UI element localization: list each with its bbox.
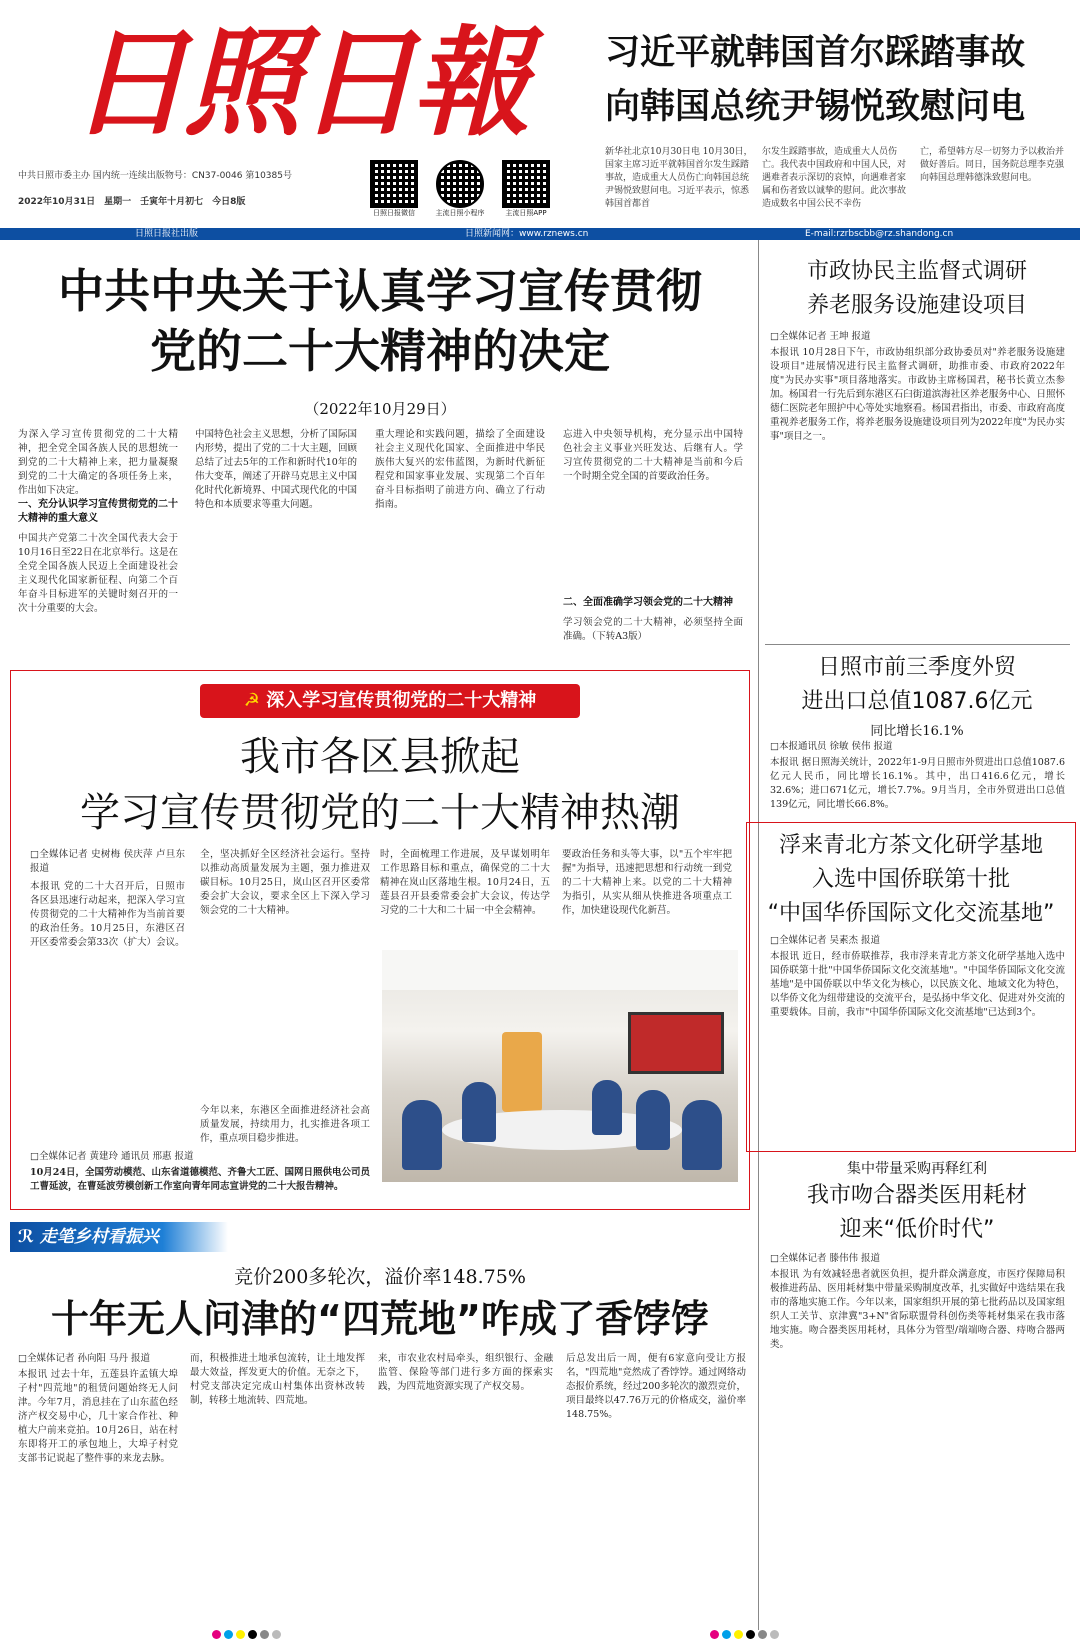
lead-story-text: 为深入学习宣传贯彻党的二十大精神，把全党全国各族人民的思想统一到党的二十大精神上来，把力量凝聚到党的二十大确定的各项任务上来，作出如下决定。 xyxy=(18,429,178,496)
color-dot xyxy=(710,1630,719,1639)
lead-story-text: 中国共产党第二十次全国代表大会于10月16日至22日在北京举行。这是在全党全国各族人民迈上全面建设社会主义现代化国家新征程、向第二个百年奋斗目标进军的关键时刻召开的一次十分重要的大会。 xyxy=(18,533,178,614)
qr-label: 主流日照小程序 xyxy=(435,209,485,217)
qr-code-icon xyxy=(370,160,418,208)
right-story2-subtitle: 同比增长16.1% xyxy=(870,724,964,739)
feature-byline: □全媒体记者 史树梅 侯庆萍 卢旦东 报道 xyxy=(30,849,185,874)
photo-byline: □全媒体记者 黄建玲 通讯员 邢惠 报道 xyxy=(30,1151,194,1162)
lead-story-text: 学习领会党的二十大精神，必须坚持全面准确。（下转A3版） xyxy=(563,617,743,642)
qr-code-icon xyxy=(502,160,550,208)
masthead-info-line: 中共日照市委主办 国内统一连续出版物号：CN37-0046 第10385号 xyxy=(18,171,292,181)
right-story2-title-line2[interactable]: 进出口总值1087.6亿元 xyxy=(801,689,1033,714)
lead-story-column-3: 重大理论和实践问题，描绘了全面建设社会主义现代化国家、全面推进中华民族伟大复兴的宏伟蓝图，为新时代新征程党和国家事业发展、实现第二个百年奋斗目标指明了前进方向、确立了行动指南。 xyxy=(375,429,545,510)
color-dot xyxy=(770,1630,779,1639)
right-story1-text: 本报讯 10月28日下午，市政协组织部分政协委员对"养老服务设施建设项目"进展情况进行民主监督式调研，助推市委、市政府2022年度"为民办实事"项目落地落实。市政协主席杨国君，秘书长黄立杰参加。杨国君一行先后到东港区石臼街道滨海社区养老服务中心、日照怀德仁医院老年照护中心等处实地察看。杨国君指出，市委、市政府高度重视养老服务工作，将养老服务设施建设项目列为2022年度"为民办实事"项目之一。 xyxy=(770,347,1065,442)
feature-text: 本报讯 党的二十大召开后，日照市各区县迅速行动起来，把深入学习宣传贯彻党的二十大精神作为当前首要的政治任务。10月25日，东港区召开区委常委会第33次（扩大）会议。 xyxy=(30,881,185,948)
photo-person xyxy=(682,1100,722,1170)
right-story1-title-line2[interactable]: 养老服务设施建设项目 xyxy=(806,293,1027,318)
rural-story-title[interactable]: 十年无人问津的“四荒地”咋成了香饽饽 xyxy=(51,1297,709,1341)
rural-column-3: 来，市农业农村局牵头，组织银行、金融监管、保险等部门进行多方面的探索实践，为四荒地资源实现了产权交易。 xyxy=(378,1353,553,1392)
qr-label: 主流日照APP xyxy=(505,209,547,217)
website-link[interactable]: 日照新闻网：www.rznews.cn xyxy=(465,229,589,239)
color-dot xyxy=(236,1630,245,1639)
print-registration-dots xyxy=(710,1624,782,1643)
color-dot xyxy=(212,1630,221,1639)
rural-story-kicker: 竞价200多轮次，溢价率148.75% xyxy=(234,1266,526,1288)
newspaper-logo: 日照日報 xyxy=(70,13,527,152)
color-dot xyxy=(722,1630,731,1639)
right-story4-title-line2[interactable]: 迎来“低价时代” xyxy=(839,1217,995,1242)
meeting-photo xyxy=(382,950,738,1182)
photo-ceiling xyxy=(382,950,738,990)
photo-caption: 10月24日，全国劳动模范、山东省道德模范、齐鲁大工匠、国网日照供电公司员工曹延波，在曹延波劳模创新工作室向青年同志宣讲党的二十大报告精神。 xyxy=(30,1167,370,1192)
rural-column-4: 后总发出后一周，便有6家意向受让方报名，"四荒地"竞然成了香饽饽。通过网络动态报价系统，经过200多轮次的激烈竞价，项目最终以47.76万元的价格成交，溢价率148.75%。 xyxy=(566,1353,746,1420)
color-dot xyxy=(272,1630,281,1639)
top-story-col2: 尔发生踩踏事故，造成重大人员伤亡。我代表中国政府和中国人民，对遇难者表示深切的哀悼，向遇难者家属和伤者致以诚挚的慰问。此次事故造成数名中国公民不幸伤 xyxy=(762,147,907,209)
rural-logo-icon: ℛ xyxy=(18,1227,34,1247)
rural-text: 本报讯 过去十年，五莲县许孟镇大埠子村"四荒地"的租赁问题始终无人问津。今年7月，消息挂在了山东蓝色经济产权交易中心，几十家合作社、种植大户前来竞拍。10月26日，站在村东即将开工的承包地上，大埠子村党支部书记说起了整件事的来龙去脉。 xyxy=(18,1369,178,1464)
right-story2-text: 本报讯 据日照海关统计，2022年1-9月日照市外贸进出口总值1087.6亿元人民币，同比增长16.1%。其中，出口416.6亿元，增长32.6%；进口671亿元，增长7.7%。9月当月，全市外贸进出口总值139亿元，同比增长66.8%。 xyxy=(770,757,1065,810)
right-story1-title-line1[interactable]: 市政协民主监督式调研 xyxy=(806,259,1027,284)
color-dot xyxy=(248,1630,257,1639)
lead-story-text: 忘进入中央领导机构，充分显示出中国特色社会主义事业兴旺发达、后继有人。学习宣传贯彻党的二十大精神是当前和今后一个时期全党全国的首要政治任务。 xyxy=(563,429,743,482)
top-story-title-line2[interactable]: 向韩国总统尹锡悦致慰问电 xyxy=(605,87,1026,127)
feature-column-4: 要政治任务和头等大事，以"五个牢牢把握"为指导，迅速把思想和行动统一到党的二十大精神上来。以党的二十大精神为指引，从实从细从快推进各项重点工作，加快建设现代化新莒。 xyxy=(562,849,732,916)
feature-column-2b: 今年以来，东港区全面推进经济社会高质量发展，持续用力，扎实推进各项工作，重点项目稳步推进。 xyxy=(200,1105,370,1144)
lead-story-title-line1[interactable]: 中共中央关于认真学习宣传贯彻 xyxy=(58,264,702,318)
right-story4-byline: □全媒体记者 滕伟伟 报道 xyxy=(770,1253,881,1264)
qr-label: 日照日报微信 xyxy=(373,209,415,217)
feature-column-2: 全，坚决抓好全区经济社会运行。坚持以推动高质量发展为主题，强力推进双碳目标。10月25日，岚山区召开区委常委会扩大会议，要求全区上下深入学习领会党的二十大精神。 xyxy=(200,849,370,916)
lead-story-subhead: 二、全面准确学习领会党的二十大精神 xyxy=(563,597,733,608)
right-story3-title-line2[interactable]: 入选中国侨联第十批 xyxy=(811,867,1010,892)
right-story2-byline: □本报通讯员 徐敏 侯伟 报道 xyxy=(770,741,893,752)
top-story-title-line1[interactable]: 习近平就韩国首尔踩踏事故 xyxy=(605,33,1026,73)
rural-section-label: 走笔乡村看振兴 xyxy=(39,1227,159,1247)
color-dot xyxy=(758,1630,767,1639)
right-story3-title-line3[interactable]: “中国华侨国际文化交流基地” xyxy=(767,901,1055,926)
photo-person xyxy=(402,1100,442,1170)
photo-person xyxy=(462,1082,496,1142)
lead-story-column-2: 中国特色社会主义思想，分析了国际国内形势，提出了党的二十大主题，回顾总结了过去5年的工作和新时代10年的伟大变革，阐述了开辟马克思主义中国化时代化新境界、中国式现代化的中国特色和本质要求等重大问题。 xyxy=(195,429,357,510)
rural-column-1 xyxy=(18,1352,178,1522)
publisher-label: 日照日报社出版 xyxy=(135,229,199,239)
masthead-info-bar xyxy=(0,228,1080,240)
lead-story-subhead: 一、充分认识学习宣传贯彻党的二十大精神的重大意义 xyxy=(18,499,178,524)
qr-code-icon xyxy=(436,160,484,208)
feature-banner xyxy=(200,684,580,718)
right-story3-byline: □全媒体记者 吴素杰 报道 xyxy=(770,935,881,946)
lead-story-date: （2022年10月29日） xyxy=(304,400,456,418)
feature-title-line2[interactable]: 学习宣传贯彻党的二十大精神热潮 xyxy=(80,790,680,836)
top-story-col1: 新华社北京10月30日电 10月30日，国家主席习近平就韩国首尔发生踩踏事故，造成重大人员伤亡向韩国总统尹锡悦致慰问电。习近平表示，惊悉韩国首都首 xyxy=(605,147,753,209)
right-story2-title-line1[interactable]: 日照市前三季度外贸 xyxy=(817,655,1016,680)
section-divider xyxy=(765,644,1070,645)
right-story3-title-line1[interactable]: 浮来青北方茶文化研学基地 xyxy=(778,833,1043,858)
right-story3-text: 本报讯 近日，经市侨联推荐，我市浮来青北方茶文化研学基地入选中国侨联第十批"中国华侨国际文化交流基地"。"中国华侨国际文化交流基地"是中国侨联以中华文化为核心，以民族文化、地域文化为特色，以华侨文化为纽带建设的交流平台，是弘扬中华文化、促进对外交流的重要载体。目前，我市"中国华侨国际文化交流基地"已达到3个。 xyxy=(770,951,1065,1018)
right-story4-kicker: 集中带量采购再释红利 xyxy=(847,1161,987,1177)
rural-column-2: 而，积极推进土地承包流转，让土地发挥最大效益，挥发更大的价值。无奈之下，村党支部决定完成山村集体出资林改转制，转移土地流转、四荒地。 xyxy=(190,1353,365,1406)
feature-column-1 xyxy=(30,848,185,1148)
photo-display-stand xyxy=(502,1032,542,1112)
feature-column-3: 时，全面梳理工作进展，及早谋划明年工作思路目标和重点，确保党的二十大精神在岚山区落地生根。10月24日，五莲县召开县委常委会扩大会议，传达学习党的二十大和二十届一中全会精神。 xyxy=(380,849,550,916)
lead-story-title-line2[interactable]: 党的二十大精神的决定 xyxy=(150,324,610,378)
photo-person xyxy=(636,1090,670,1150)
email-link[interactable]: E-mail:rzrbscbb@rz.shandong.cn xyxy=(805,229,954,239)
photo-person xyxy=(592,1080,622,1135)
top-story-col3: 亡，希望韩方尽一切努力予以救治并做好善后。同日，国务院总理李克强向韩国总理韩德洙致慰问电。 xyxy=(920,147,1065,183)
feature-title-line1[interactable]: 我市各区县掀起 xyxy=(240,734,520,780)
qr-code-group xyxy=(364,160,564,218)
color-dot xyxy=(260,1630,269,1639)
right-story4-text: 本报讯 为有效减轻患者就医负担，提升群众满意度，市医疗保障局积极推进药品、医用耗材集中带量采购制度改革，扎实做好中选结果在我市的落地实施工作。今年以来，国家组织开展的第七批药品以及国家组织人工关节、京津冀"3+N"省际联盟骨科创伤类等耗材集采在我市落地实施。吻合器类医用耗材，具体分为管型/端端吻合器、痔吻合器两类。 xyxy=(770,1269,1065,1350)
color-dot xyxy=(734,1630,743,1639)
print-registration-dots xyxy=(212,1624,284,1643)
lead-story-column-4 xyxy=(563,428,743,658)
masthead-date-line: 2022年10月31日 星期一 壬寅年十月初七 今日8版 xyxy=(18,197,246,207)
feature-banner-label: 深入学习宣传贯彻党的二十大精神 xyxy=(266,690,537,711)
lead-story-column-1 xyxy=(18,428,178,658)
color-dot xyxy=(746,1630,755,1639)
party-emblem-icon: ☭ xyxy=(243,690,260,711)
color-dot xyxy=(224,1630,233,1639)
right-story1-byline: □全媒体记者 王坤 报道 xyxy=(770,331,871,342)
right-story4-title-line1[interactable]: 我市吻合器类医用耗材 xyxy=(806,1183,1027,1208)
rural-byline: □全媒体记者 孙向阳 马丹 报道 xyxy=(18,1353,151,1364)
rural-section-banner xyxy=(10,1222,228,1252)
photo-screen xyxy=(628,1012,724,1074)
